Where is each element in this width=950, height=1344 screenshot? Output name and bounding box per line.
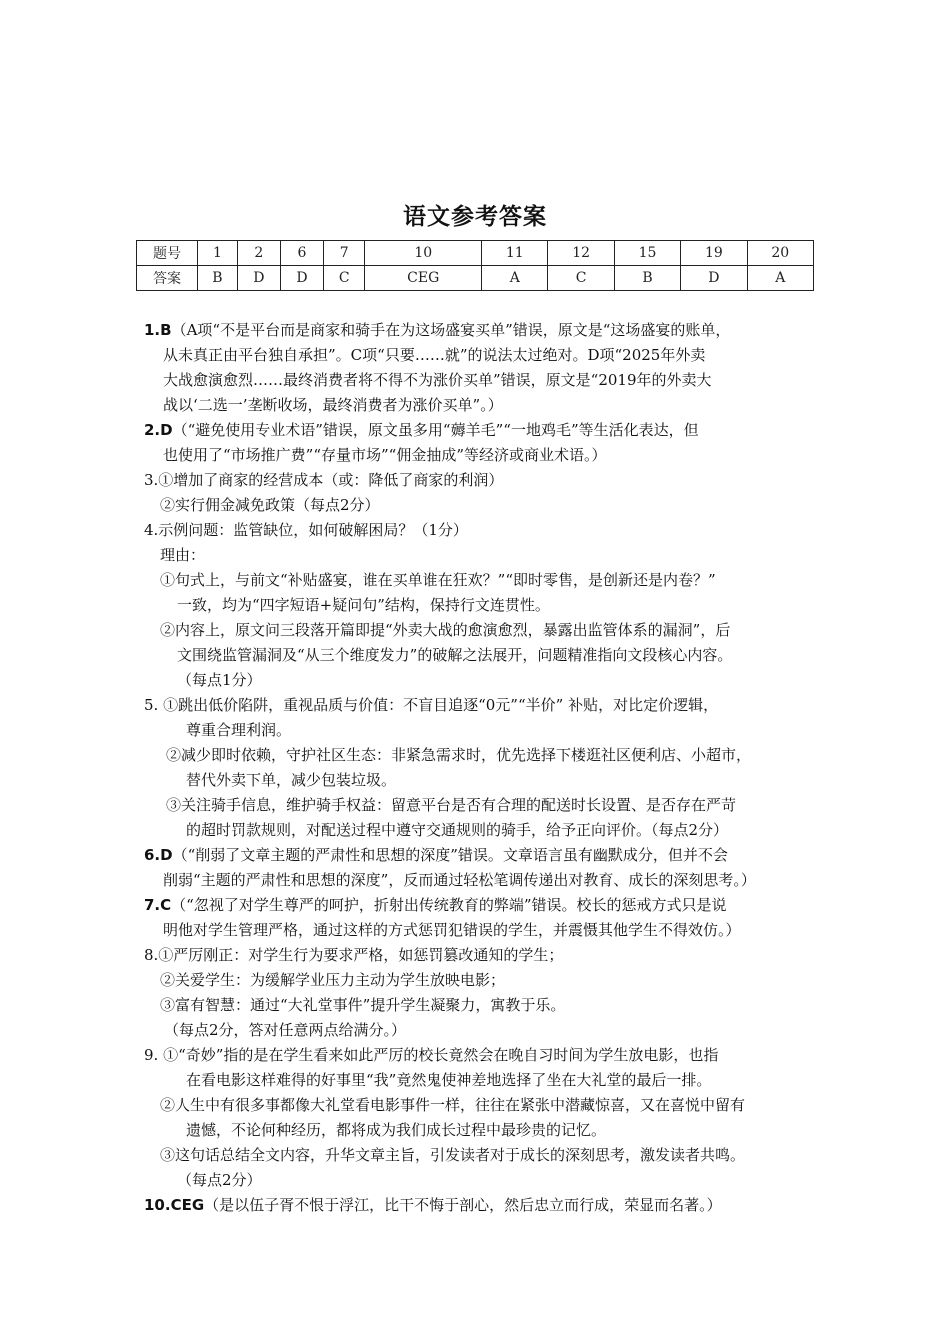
answer-line: 8.①严厉刚正：对学生行为要求严格，如惩罚篡改通知的学生； — [144, 946, 564, 964]
question-number-cell: 10 — [365, 241, 482, 266]
answer-key-table — [136, 240, 814, 291]
question-number-cell: 20 — [747, 241, 813, 266]
question-number-cell: 7 — [324, 241, 365, 266]
answer-line: 削弱“主题的严肃性和思想的深度”，反而通过轻松笔调传递出对教育、成长的深刻思考。） — [163, 871, 756, 889]
answer-line: 在看电影这样难得的好事里“我”竟然鬼使神差地选择了坐在大礼堂的最后一排。 — [186, 1071, 712, 1089]
answer-line — [144, 318, 730, 342]
row-header-question-number: 题号 — [137, 241, 198, 266]
question-number-row — [137, 241, 814, 266]
question-number: 1.B — [144, 321, 172, 339]
question-number: 6.D — [144, 846, 173, 864]
answer-line: 一致，均为“四字短语+疑问句”结构，保持行文连贯性。 — [177, 596, 550, 614]
answer-cell: B — [614, 266, 680, 291]
answer-line: 9. ①“奇妙”指的是在学生看来如此严厉的校长竟然会在晚自习时间为学生放电影，也指 — [144, 1046, 719, 1064]
answer-cell: B — [198, 266, 238, 291]
answer-text: （是以伍子胥不恨于浮江，比干不悔于剖心，然后忠立而行成，荣显而名著。） — [204, 1196, 722, 1214]
answer-line: ③这句话总结全文内容，升华文章主旨，引发读者对于成长的深刻思考，激发读者共鸣。 — [160, 1146, 746, 1164]
answer-row — [137, 266, 814, 291]
question-number-cell: 12 — [548, 241, 614, 266]
answer-line: ③富有智慧：通过“大礼堂事件”提升学生凝聚力，寓教于乐。 — [160, 996, 566, 1014]
answer-text: （“削弱了文章主题的严肃性和思想的深度”错误。文章语言虽有幽默成分，但并不会 — [172, 846, 728, 864]
answer-line: ③关注骑手信息，维护骑手权益：留意平台是否有合理的配送时长设置、是否存在严苛 — [166, 796, 737, 814]
answer-line: 也使用了“市场推广费”“存量市场”“佣金抽成”等经济或商业术语。） — [163, 446, 607, 464]
answer-line: ②人生中有很多事都像大礼堂看电影事件一样，往往在紧张中潜藏惊喜，又在喜悦中留有 — [160, 1096, 746, 1114]
answer-text: （A项“不是平台而是商家和骑手在为这场盛宴买单”错误，原文是“这场盛宴的账单， — [171, 321, 731, 339]
question-number: 10.CEG — [144, 1196, 205, 1214]
answer-line: （每点1分） — [177, 671, 262, 689]
answer-text: （“避免使用专业术语”错误，原文虽多用“薅羊毛”“一地鸡毛”等生活化表达，但 — [172, 421, 699, 439]
answer-line: （每点2分，答对任意两点给满分。） — [164, 1021, 407, 1039]
answer-line: ②实行佣金减免政策（每点2分） — [160, 496, 380, 514]
answer-cell: CEG — [365, 266, 482, 291]
question-number-cell: 1 — [198, 241, 238, 266]
answer-line: 3.①增加了商家的经营成本（或：降低了商家的利润） — [144, 471, 504, 489]
answer-line: 的超时罚款规则，对配送过程中遵守交通规则的骑手，给予正向评价。（每点2分） — [186, 821, 729, 839]
answer-line — [144, 893, 727, 917]
answer-cell: C — [548, 266, 614, 291]
answer-line: ①句式上，与前文“补贴盛宴，谁在买单谁在狂欢？”“即时零售，是创新还是内卷？” — [160, 571, 716, 589]
question-number: 2.D — [144, 421, 173, 439]
answer-line: 大战愈演愈烈……最终消费者将不得不为涨价买单”错误，原文是“2019年的外卖大 — [163, 371, 712, 389]
page-title: 语文参考答案 — [403, 204, 547, 230]
answer-line: 尊重合理利润。 — [186, 721, 292, 739]
question-number-cell: 6 — [280, 241, 323, 266]
answer-line — [144, 843, 728, 867]
answer-cell: A — [747, 266, 813, 291]
answer-line: 从未真正由平台独自承担”。C项“只要……就”的说法太过绝对。D项“2025年外卖 — [163, 346, 706, 364]
answer-cell: D — [237, 266, 280, 291]
answer-line: 明他对学生管理严格，通过这样的方式惩罚犯错误的学生，并震慑其他学生不得效仿。） — [163, 921, 741, 939]
answer-line: 5. ①跳出低价陷阱，重视品质与价值：不盲目追逐“0元”“半价” 补贴，对比定价逻辑， — [144, 696, 719, 714]
answer-line: ②减少即时依赖，守护社区生态：非紧急需求时，优先选择下楼逛社区便利店、小超市， — [166, 746, 752, 764]
question-number-cell: 2 — [237, 241, 280, 266]
answer-cell: A — [482, 266, 548, 291]
answer-line: 遗憾，不论何种经历，都将成为我们成长过程中最珍贵的记忆。 — [186, 1121, 607, 1139]
question-number: 7.C — [144, 896, 172, 914]
answer-line: （每点2分） — [177, 1171, 262, 1189]
answer-line — [144, 1193, 722, 1217]
answer-cell: D — [280, 266, 323, 291]
answer-line: 替代外卖下单，减少包装垃圾。 — [186, 771, 397, 789]
answer-line: 文围绕监管漏洞及“从三个维度发力”的破解之法展开，问题精准指向文段核心内容。 — [177, 646, 733, 664]
answer-text: （“忽视了对学生尊严的呵护，折射出传统教育的弊端”错误。校长的惩戒方式只是说 — [171, 896, 727, 914]
answer-cell: D — [681, 266, 747, 291]
answer-line: 战以‘二选一’垄断收场，最终消费者为涨价买单”。） — [163, 396, 503, 414]
answer-line: 4.示例问题：监管缺位，如何破解困局？（1分） — [144, 521, 468, 539]
question-number-cell: 11 — [482, 241, 548, 266]
row-header-answer: 答案 — [137, 266, 198, 291]
answer-line — [144, 418, 699, 442]
answer-cell: C — [324, 266, 365, 291]
question-number-cell: 15 — [614, 241, 680, 266]
answer-line: 理由： — [160, 546, 206, 564]
answer-line: ②关爱学生：为缓解学业压力主动为学生放映电影； — [160, 971, 506, 989]
question-number-cell: 19 — [681, 241, 747, 266]
answer-line: ②内容上，原文问三段落开篇即提“外卖大战的愈演愈烈，暴露出监管体系的漏洞”，后 — [160, 621, 731, 639]
